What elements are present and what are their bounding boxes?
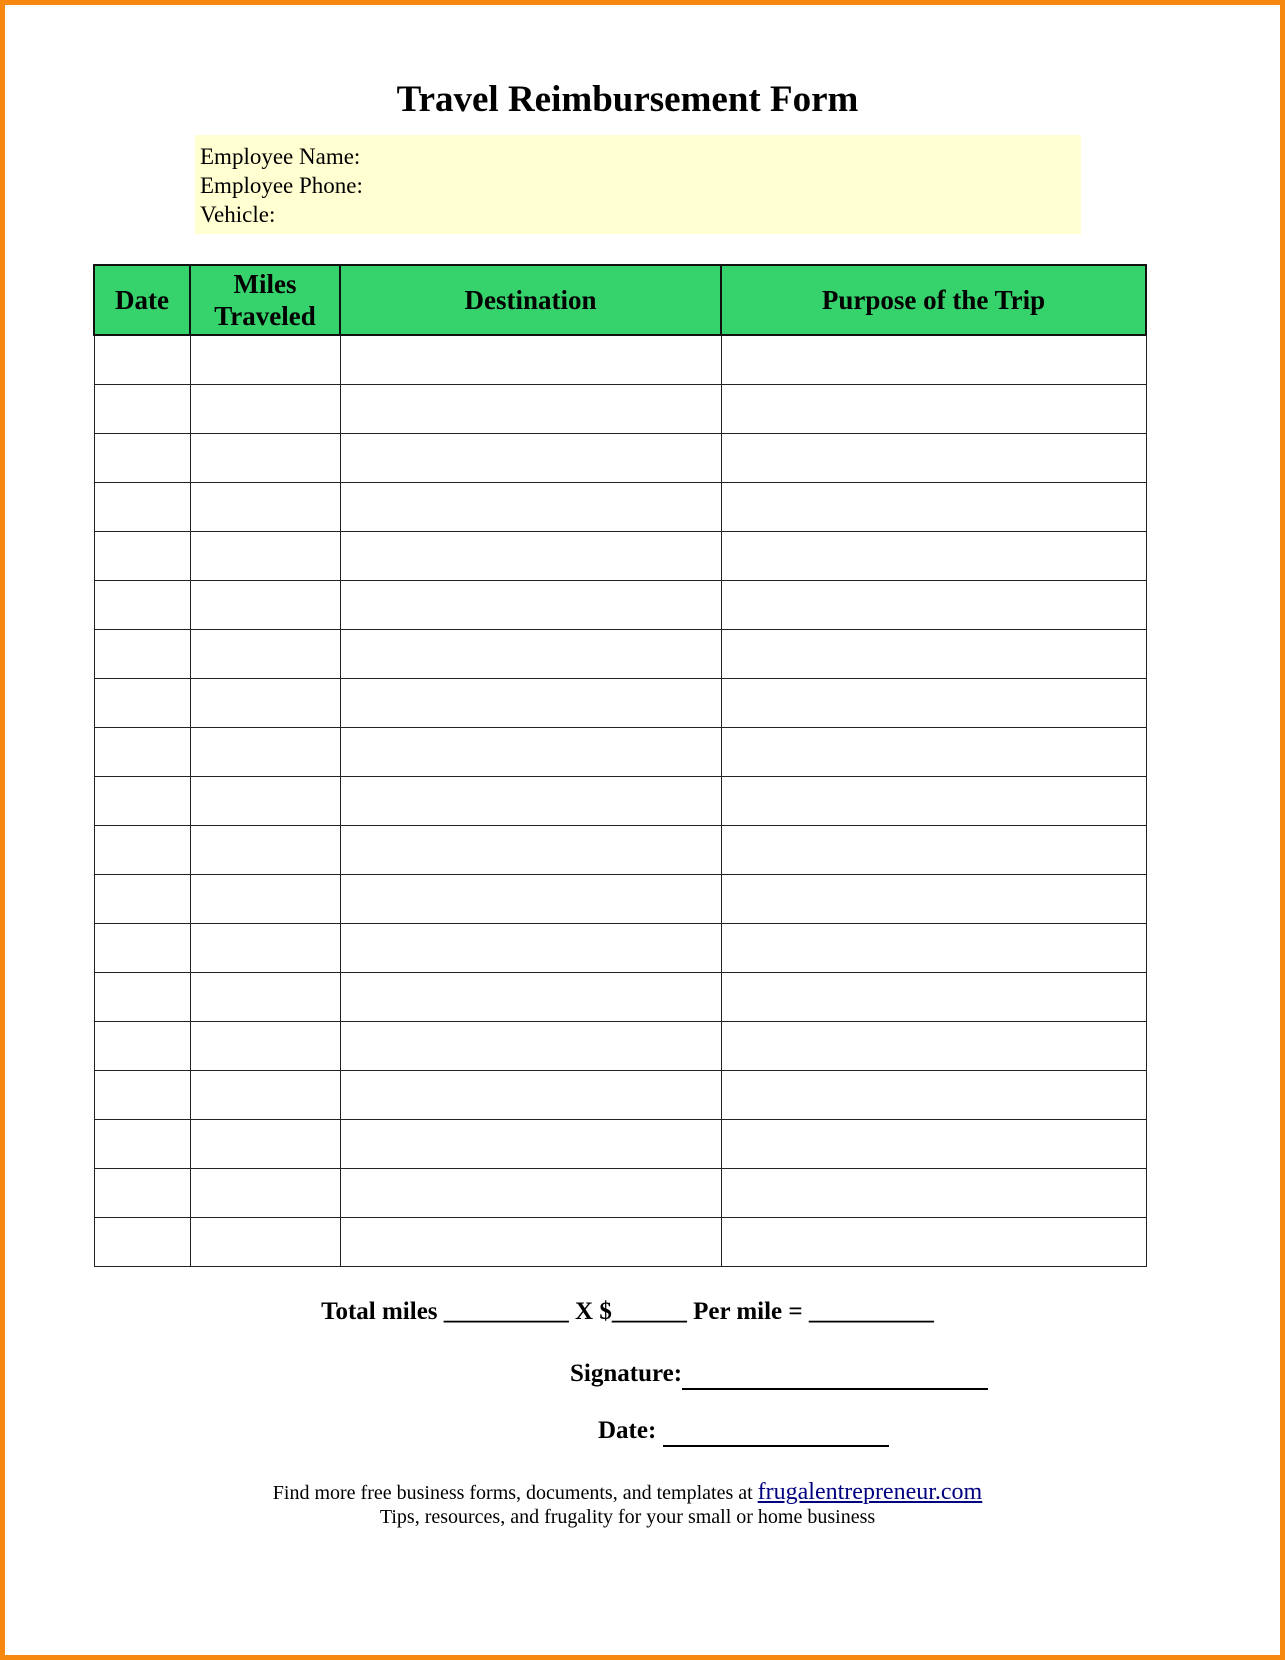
employee-phone-label: Employee Phone: [200,173,363,198]
table-row [94,630,1146,679]
table-row [94,777,1146,826]
date-field[interactable] [598,1417,889,1447]
miles-cell[interactable] [190,1071,340,1120]
table-header-row [94,265,1146,335]
trip-log-table [93,264,1147,1267]
date-cell[interactable] [94,483,190,532]
table-row [94,973,1146,1022]
destination-cell[interactable] [340,924,721,973]
header-miles-traveled-text: Miles Traveled [214,269,316,331]
date-cell[interactable] [94,728,190,777]
miles-cell[interactable] [190,1218,340,1267]
purpose-cell[interactable] [721,630,1146,679]
miles-cell[interactable] [190,385,340,434]
footer-text: Find more free business forms, documents, and templates at [272,1482,753,1504]
purpose-cell[interactable] [721,826,1146,875]
miles-cell[interactable] [190,679,340,728]
date-cell[interactable] [94,335,190,385]
miles-cell[interactable] [190,728,340,777]
destination-cell[interactable] [340,1218,721,1267]
table-row [94,679,1146,728]
table-row [94,728,1146,777]
miles-cell[interactable] [190,335,340,385]
header-date: Date [94,265,190,335]
purpose-cell[interactable] [721,434,1146,483]
table-row [94,1120,1146,1169]
purpose-cell[interactable] [721,1022,1146,1071]
table-row [94,875,1146,924]
destination-cell[interactable] [340,630,721,679]
miles-cell[interactable] [190,924,340,973]
miles-cell[interactable] [190,973,340,1022]
destination-cell[interactable] [340,826,721,875]
signature-line[interactable] [682,1360,988,1390]
destination-cell[interactable] [340,1120,721,1169]
purpose-cell[interactable] [721,973,1146,1022]
purpose-cell[interactable] [721,335,1146,385]
header-purpose: Purpose of the Trip [721,265,1146,335]
date-cell[interactable] [94,924,190,973]
table-row [94,581,1146,630]
purpose-cell[interactable] [721,1218,1146,1267]
destination-cell[interactable] [340,434,721,483]
date-cell[interactable] [94,581,190,630]
miles-cell[interactable] [190,875,340,924]
footer-line-2: Tips, resources, and frugality for your small or home business [379,1506,876,1528]
date-cell[interactable] [94,1218,190,1267]
purpose-cell[interactable] [721,1120,1146,1169]
signature-field[interactable] [570,1360,988,1390]
destination-cell[interactable] [340,483,721,532]
purpose-cell[interactable] [721,581,1146,630]
date-cell[interactable] [94,826,190,875]
destination-cell[interactable] [340,335,721,385]
signature-label: Signature: [570,1360,683,1387]
purpose-cell[interactable] [721,924,1146,973]
table-row [94,434,1146,483]
miles-cell[interactable] [190,581,340,630]
date-cell[interactable] [94,1022,190,1071]
purpose-cell[interactable] [721,777,1146,826]
table-row [94,532,1146,581]
date-cell[interactable] [94,532,190,581]
destination-cell[interactable] [340,385,721,434]
employee-info-box [195,135,1081,234]
table-row [94,924,1146,973]
destination-cell[interactable] [340,532,721,581]
header-miles-traveled [190,265,340,335]
miles-cell[interactable] [190,1120,340,1169]
purpose-cell[interactable] [721,385,1146,434]
date-line[interactable] [663,1417,889,1447]
page-title: Travel Reimbursement Form [396,79,859,120]
purpose-cell[interactable] [721,875,1146,924]
miles-cell[interactable] [190,630,340,679]
vehicle-label: Vehicle: [200,202,276,227]
destination-cell[interactable] [340,1071,721,1120]
miles-cell[interactable] [190,434,340,483]
miles-cell[interactable] [190,532,340,581]
date-cell[interactable] [94,973,190,1022]
date-cell[interactable] [94,1169,190,1218]
table-row [94,385,1146,434]
date-cell[interactable] [94,679,190,728]
table-row [94,1071,1146,1120]
destination-cell[interactable] [340,973,721,1022]
footer-link[interactable]: frugalentrepreneur.com [757,1479,983,1505]
date-cell[interactable] [94,630,190,679]
date-cell[interactable] [94,385,190,434]
destination-cell[interactable] [340,875,721,924]
employee-name-label: Employee Name: [200,144,361,169]
table-row [94,1218,1146,1267]
footer-line-1 [0,1479,1255,1506]
table-row [94,483,1146,532]
total-miles-calculation: Total miles __________ X $______ Per mile = __________ [321,1298,934,1325]
date-cell[interactable] [94,875,190,924]
date-cell[interactable] [94,777,190,826]
table-row [94,826,1146,875]
purpose-cell[interactable] [721,1169,1146,1218]
destination-cell[interactable] [340,777,721,826]
purpose-cell[interactable] [721,679,1146,728]
purpose-cell[interactable] [721,483,1146,532]
destination-cell[interactable] [340,1022,721,1071]
miles-cell[interactable] [190,483,340,532]
date-cell[interactable] [94,1120,190,1169]
miles-cell[interactable] [190,1169,340,1218]
purpose-cell[interactable] [721,532,1146,581]
destination-cell[interactable] [340,1169,721,1218]
miles-cell[interactable] [190,777,340,826]
date-cell[interactable] [94,434,190,483]
header-destination: Destination [340,265,721,335]
destination-cell[interactable] [340,581,721,630]
table-row [94,1169,1146,1218]
table-row [94,335,1146,385]
miles-cell[interactable] [190,826,340,875]
destination-cell[interactable] [340,728,721,777]
miles-cell[interactable] [190,1022,340,1071]
purpose-cell[interactable] [721,728,1146,777]
date-cell[interactable] [94,1071,190,1120]
table-row [94,1022,1146,1071]
destination-cell[interactable] [340,679,721,728]
date-label: Date: [598,1417,657,1444]
purpose-cell[interactable] [721,1071,1146,1120]
